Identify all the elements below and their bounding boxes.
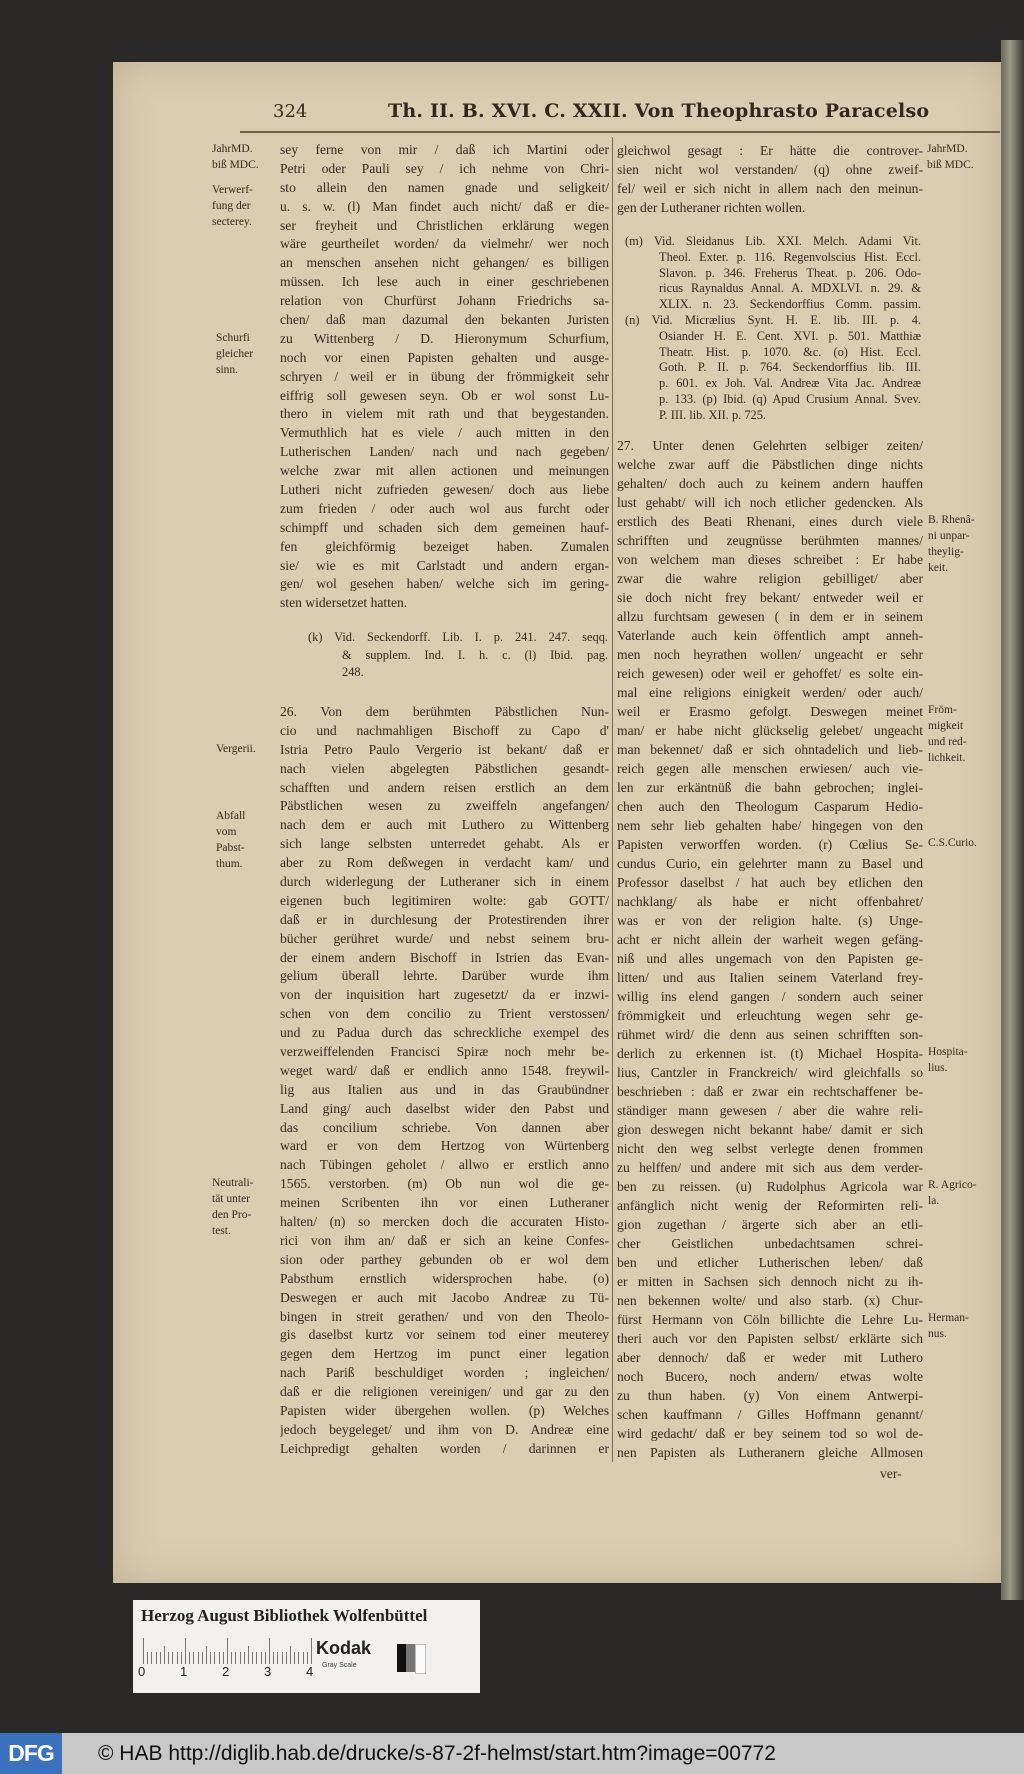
ruler-tick	[210, 1652, 211, 1664]
text-line: thero in vielem mit rath und that beygestanden.	[280, 406, 609, 422]
ruler-tick	[156, 1652, 157, 1664]
ruler-tick	[219, 1652, 220, 1664]
text-line: gion zugethan / ärgerte sich aber an etli-	[617, 1217, 923, 1232]
text-line: bücher gerühret wurde/ und nebst seinem bru-	[280, 930, 609, 946]
text-line: Verwerf-	[212, 184, 253, 196]
ruler-tick	[244, 1652, 245, 1664]
ruler-label: 4	[306, 1664, 314, 1679]
text-line: lichkeit.	[928, 752, 966, 764]
ruler-tick	[235, 1652, 236, 1664]
ruler-tick	[277, 1652, 278, 1664]
text-line: Land ging/ auch daselbst wider den Pabst und	[280, 1100, 609, 1116]
text-line: p. 601. ex Joh. Val. Andreæ Vita Jac. Andreæ	[659, 376, 921, 391]
catchword: ver-	[880, 1466, 902, 1481]
text-line: thum.	[216, 858, 243, 870]
text-line: nach Pariß beschuldiget worden ; ingleichen/	[280, 1365, 609, 1381]
ruler-tick	[202, 1652, 203, 1664]
text-line: lust gehabt/ will ich noch etlicher gedencken. Als	[617, 495, 923, 510]
text-line: frömmigkeit und erleuchtung wegen sehr ge-	[617, 1008, 923, 1023]
text-line: derlich zu erkennen ist. (t) Michael Hospita-	[617, 1046, 923, 1061]
text-line: nus.	[928, 1328, 947, 1340]
text-line: zu Wittenberg / D. Hieronymum Schurfium,	[280, 330, 609, 346]
ruler-tick	[198, 1652, 199, 1664]
text-line: wird gedacht/ daß er bey seinem tod so wol de-	[617, 1426, 923, 1441]
text-line: vom	[216, 826, 237, 838]
text-line: nicht den weg selbst verlegte denen frommen	[617, 1141, 923, 1156]
margin-note-piety	[928, 702, 967, 766]
ruler-label: 0	[138, 1664, 146, 1679]
text-line: der einem andern Bischoff in Istrien das Evan-	[280, 949, 609, 965]
text-line: XLIX. n. 23. Seckendorffius Comm. passim.	[659, 297, 921, 312]
text-line: biß MDC.	[212, 159, 259, 171]
text-line: er mitten in Sachsen sich dennoch nicht zu ih-	[617, 1274, 923, 1289]
text-line: Deswegen er auch mit Jacobo Andreæ zu Tü-	[280, 1289, 609, 1305]
text-line: reich gegen alle menschen erwiesen/ auch vie-	[617, 761, 923, 776]
dfg-logo: DFG	[0, 1733, 62, 1774]
text-line: eiffrig soll gewesen seyn. Ob er wol sonst Lu-	[280, 387, 609, 403]
text-line: wäre geurtheilet worden/ da vielmehr/ wer noch	[280, 236, 609, 252]
text-line: gehalten/ doch auch zu keinem andern hauffen	[617, 476, 923, 491]
text-line: schen kauffmann / Gilles Hoffmann genannt/	[617, 1407, 923, 1422]
text-line: zu thun haben. (y) Von einem Antwerpi-	[617, 1388, 923, 1403]
text-line: nen Papisten als Lutheranern gleiche Allmosen	[617, 1445, 923, 1460]
text-line: und zu Padua durch das schreckliche exempel des	[280, 1025, 609, 1041]
text-line: relation von Churfürst Johann Friedrichs sa-	[280, 293, 609, 309]
text-line: Herman-	[928, 1312, 969, 1324]
text-line: (k) Vid. Seckendorff. Lib. I. p. 241. 247. seqq.	[308, 630, 608, 644]
text-line: gleichwol gesagt : Er hätte die controver-	[617, 143, 923, 158]
text-line: Osiander H. E. Cent. XVI. p. 501. Matthiæ	[659, 328, 921, 343]
calibration-card	[133, 1600, 480, 1693]
text-line: das concilium schriebe. Von dannen aber	[280, 1119, 609, 1135]
text-line: 26. Von dem berühmten Päbstlichen Nun-	[280, 704, 609, 719]
text-line: R. Agrico-	[928, 1179, 977, 1191]
ruler-scale	[143, 1638, 315, 1664]
ruler-tick	[160, 1652, 161, 1664]
text-line: Päbstlichen wesen zu zweiffeln angefangen/	[280, 798, 609, 814]
text-line: nem sehr lieb gehalten habe/ hingegen von den	[617, 818, 923, 833]
text-line: halten/ (n) so mercken doch die accuraten Histo-	[280, 1214, 609, 1230]
ruler-tick	[269, 1638, 270, 1664]
text-line: sey ferne von mir / daß ich Martini oder	[280, 142, 609, 157]
text-line: keit.	[928, 562, 949, 574]
text-line: gelium überall lehrte. Darüber wurde ihm	[280, 968, 609, 984]
text-line: Theol. Exter. p. 116. Regenvolscius Hist. Eccl.	[659, 249, 921, 264]
column-divider	[612, 137, 613, 1462]
text-line: schafften und andern reisen erstlich an dem	[280, 779, 609, 795]
ruler-label: 3	[264, 1664, 272, 1679]
text-line: man/ er habe nicht glückselig gelebet/ ungeacht	[617, 723, 923, 738]
text-line: man bekennet/ daß er sich ohntadelich und lieb-	[617, 742, 923, 757]
ruler-tick	[193, 1652, 194, 1664]
text-line: C.S.Curio.	[928, 837, 977, 849]
ruler-tick	[294, 1652, 295, 1664]
footnote-k	[308, 629, 608, 682]
text-line: test.	[212, 1225, 231, 1237]
margin-note-apostasy	[216, 808, 245, 872]
ruler-tick	[282, 1652, 283, 1664]
margin-note-hermann	[928, 1310, 969, 1342]
ruler-tick	[185, 1638, 186, 1664]
text-line: Papisten wider übergehen wollen. (p) Welches	[280, 1402, 609, 1418]
text-line: sten widersetzet hatten.	[280, 595, 408, 611]
text-line: 27. Unter denen Gelehrten selbiger zeiten/	[617, 438, 923, 453]
text-line: von der inquisition hart zugesetzt/ da er inzwi-	[280, 987, 609, 1003]
text-line: willig ins elend gangen / sondern auch seiner	[617, 989, 923, 1004]
text-line: chen auch den Theologum Casparum Hedio-	[617, 799, 923, 814]
text-line: schimpff und schaden sich dem gemeinen hauf-	[280, 519, 609, 535]
text-line: cundus Curio, ein gelehrter mann zu Basel und	[617, 856, 923, 871]
text-line: reich gewesen) oder weil er gehoffet/ es solte ein-	[617, 666, 923, 681]
library-name: Herzog August Bibliothek Wolfenbüttel	[141, 1606, 428, 1625]
text-line: ser freyheit und Christlichen erklärung wegen	[280, 217, 609, 233]
text-line: nach vielen abgelegten Päbstlichen gesandt-	[280, 760, 609, 776]
ruler-tick	[172, 1652, 173, 1664]
text-line: ben und etlicher Lutherischen leben/ daß	[617, 1255, 923, 1270]
text-line: sich lange selbsten unterredet gehabt. Als er	[280, 836, 609, 852]
ruler-tick	[307, 1652, 308, 1664]
text-line: müssen. Ich lese auch in einer geschriebenen	[280, 274, 609, 290]
text-line: gegen dem Hertzog im punct einer legation	[280, 1346, 609, 1362]
text-line: p. 133. (p) Ibid. (q) Apud Crusium Annal. Svev.	[659, 391, 921, 406]
ruler-tick	[273, 1652, 274, 1664]
ruler-tick	[168, 1652, 169, 1664]
text-line: was er von der religion halte. (s) Unge-	[617, 913, 923, 928]
text-line: (n) Vid. Micrælius Synt. H. E. lib. III. p. 4.	[625, 312, 921, 327]
text-line: acht er nicht allein der warheit wegen gefäng-	[617, 932, 923, 947]
footer-bar	[0, 1733, 1024, 1774]
text-line: Vermuthlich hat es viele / auch mitten in den	[280, 425, 609, 441]
text-line: P. III. lib. XII. p. 725.	[659, 407, 767, 422]
ruler-tick	[227, 1638, 228, 1664]
text-line: ständiger mann gewesen / aber die wahre reli-	[617, 1103, 923, 1118]
white-swatch	[415, 1644, 426, 1674]
text-line: sto allein den namen gnade und seligkeit/	[280, 179, 609, 195]
text-line: weil er Erasmo gefolgt. Deswegen meinet	[617, 704, 923, 719]
ruler-tick	[248, 1646, 249, 1664]
text-line: aber dennoch/ daß er weder mit Luthero	[617, 1350, 923, 1365]
text-line: u. s. w. (l) Man findet auch nicht/ daß er die-	[280, 198, 609, 214]
text-line: gleicher	[216, 348, 254, 360]
margin-note-schurf	[216, 330, 253, 378]
margin-note-year-right	[927, 141, 974, 173]
text-line: noch Bucero, noch andern/ etwas wolte	[617, 1369, 923, 1384]
text-line: migkeit	[928, 720, 964, 732]
text-line: noch vor einen Papisten gehalten und ausge-	[280, 349, 609, 365]
text-line: tät unter	[212, 1193, 250, 1205]
ruler-tick	[164, 1646, 165, 1664]
text-line: Leichpredigt gehalten worden / darinnen er	[280, 1440, 609, 1456]
text-line: schryen / weil er in übung der frömmigkeit sehr	[280, 368, 609, 384]
text-line: JahrMD.	[927, 143, 968, 155]
text-line: fen gleichförmig bezeiget haben. Zumalen	[280, 538, 609, 554]
text-line: 1565. verstorben. (m) Ob nun wol die ge-	[280, 1176, 609, 1192]
text-line: la.	[928, 1195, 940, 1207]
text-line: JahrMD.	[212, 143, 253, 155]
ruler-tick	[256, 1652, 257, 1664]
text-line: (m) Vid. Sleidanus Lib. XXI. Melch. Adami Vit.	[625, 234, 921, 248]
text-line: cio und nachmahligen Bischoff zu Capo d'	[280, 722, 609, 738]
text-line: jedoch beygeleget/ und ihm von D. Andreæ eine	[280, 1421, 609, 1437]
ruler-tick	[240, 1652, 241, 1664]
text-line: 248.	[342, 665, 364, 679]
text-line: rici von ihm an/ daß er sich an keine Confes-	[280, 1232, 609, 1248]
text-line: mal eine religions einigkeit werden/ oder auch/	[617, 685, 923, 700]
text-line: schen von dem concilio zu Trient verstossen/	[280, 1006, 609, 1022]
text-line: lius, Cantzler in Franckreich/ wird gleichfalls so	[617, 1065, 923, 1080]
ruler-tick	[231, 1652, 232, 1664]
text-line: durch widerlegung der Lutheraner sich in einem	[280, 874, 609, 890]
text-line: allzu furchtsam gewesen ( in dem er in seinem	[617, 609, 923, 624]
ruler-label: 2	[222, 1664, 230, 1679]
text-line: an menschen ansehen nicht gehangen/ es billigen	[280, 255, 609, 271]
text-line: lig aus Italien aus und in das Graubündner	[280, 1081, 609, 1097]
text-line: fung der	[212, 200, 251, 212]
ruler-tick	[252, 1652, 253, 1664]
text-line: gen/ wol gesehen haben/ welche sich im gering-	[280, 576, 609, 592]
text-line: biß MDC.	[927, 159, 974, 171]
text-line: Istria Petro Paulo Vergerio ist bekant/ daß er	[280, 741, 609, 757]
ruler-tick	[223, 1652, 224, 1664]
ruler-tick	[206, 1646, 207, 1664]
text-line: B. Rhenâ-	[928, 514, 975, 526]
text-line: erstlich des Beati Rhenani, eines durch viele	[617, 514, 923, 529]
text-line: Lutheri nicht zufrieden gewesen/ doch aus liebe	[280, 482, 609, 498]
text-line: lius.	[928, 1062, 948, 1074]
text-line: welche zwar mit allen actionen und meinungen	[280, 463, 609, 479]
copyright-link[interactable]: © HAB http://diglib.hab.de/drucke/s-87-2f-helmst/start.htm?image=00772	[98, 1742, 776, 1765]
text-line: ricus Raynaldus Annal. A. MDXLVI. n. 29. &	[659, 281, 921, 296]
text-line: Abfall	[216, 810, 246, 822]
text-line: men noch heyrathen wollen/ ungeacht er sehr	[617, 647, 923, 662]
text-line: zu helffen/ und andere mit sich aus dem verder-	[617, 1160, 923, 1175]
text-line: aber zu Rom deßwegen in verdacht kam/ und	[280, 855, 609, 871]
text-line: sie/ wie es mit Carlstadt und andern ergan-	[280, 557, 609, 573]
header-rule	[240, 131, 1000, 133]
text-line: Theatr. Hist. p. 1070. &c. (o) Hist. Eccl.	[659, 344, 921, 359]
text-line: rühmet wird/ die denn aus seinen schrifften son-	[617, 1027, 923, 1042]
text-line: sinn.	[216, 364, 239, 376]
text-line: len zur erkäntnüß die bahn gebrochen; inglei-	[617, 780, 923, 795]
footnote-m	[625, 234, 921, 424]
ruler-tick	[311, 1638, 312, 1664]
text-line: litten/ und aus Italien seinem Vaterland frey-	[617, 970, 923, 985]
ruler-label: 1	[180, 1664, 188, 1679]
ruler-tick	[151, 1652, 152, 1664]
margin-note-year-left	[212, 141, 259, 173]
text-line: beschrieben : daß er zwar ein rechtschaffener be-	[617, 1084, 923, 1099]
text-line: Schurfi	[216, 332, 250, 344]
text-line: Fröm-	[928, 704, 957, 716]
text-line: secterey.	[212, 216, 252, 228]
text-line: ben zu reissen. (u) Rudolphus Agricola war	[617, 1179, 923, 1194]
text-line: nach dem er auch mit Luthero zu Wittenberg	[280, 817, 609, 833]
ruler-tick	[181, 1652, 182, 1664]
gray-swatch	[406, 1644, 415, 1672]
margin-note-rhenanus	[928, 512, 975, 576]
text-line: Pabst-	[216, 842, 245, 854]
text-line: von welchem man dieses schreibet : Er habe	[617, 552, 923, 567]
text-line: schrifften und zeugnüsse berühmten mannes/	[617, 533, 923, 548]
text-line: fürst Hermann von Cöln billichte die Lehre Lu-	[617, 1312, 923, 1327]
page-number: 324	[273, 101, 308, 122]
ruler-tick	[177, 1652, 178, 1664]
text-line: anfänglich nicht wenig der Reformirten reli-	[617, 1198, 923, 1213]
running-title: Th. II. B. XVI. C. XXII. Von Theophrasto Paracelso	[388, 100, 930, 122]
left-paragraph-25	[280, 141, 609, 613]
ruler-tick	[303, 1652, 304, 1664]
text-line: den Pro-	[212, 1209, 252, 1221]
text-line: gion deswegen nicht bekannt habe/ damit er sich	[617, 1122, 923, 1137]
text-line: weget ward/ daß er endlich anno 1548. freywil-	[280, 1062, 609, 1078]
ruler-tick	[214, 1652, 215, 1664]
text-line: chen/ daß man dazumal den bekanten Juristen	[280, 312, 609, 328]
text-line: welche zwar auff die Päbstlichen dinge nichts	[617, 457, 923, 472]
text-line: theri auch vor den Papisten selbst/ erklärte sich	[617, 1331, 923, 1346]
text-line: Pabsthum ernstlich widersprochen habe. (o)	[280, 1270, 609, 1286]
black-swatch	[397, 1644, 406, 1672]
paragraph-26	[280, 703, 609, 1459]
text-line: cher Geistlichen unbedachtsamen schrei-	[617, 1236, 923, 1251]
text-line: Hospita-	[928, 1046, 968, 1058]
text-line: Neutrali-	[212, 1177, 254, 1189]
text-line: Lutherischen Landen/ nach und nach gegeben/	[280, 444, 609, 460]
margin-note-curio	[928, 835, 977, 851]
text-line: fel/ weil er sich nicht in allem nach den meinun-	[617, 181, 923, 196]
text-line: sien nicht wol verstanden/ (q) ohne zweif-	[617, 162, 923, 177]
text-line: Goth. P. II. p. 764. Seckendorffius lib. III.	[659, 360, 921, 375]
text-line: nen bekennen wolte/ und also starb. (x) Chur-	[617, 1293, 923, 1308]
text-line: nach Tübingen geholet / allwo er erstlich anno	[280, 1157, 609, 1173]
margin-note-hospitalius	[928, 1044, 968, 1076]
text-line: theylig-	[928, 546, 964, 558]
ruler-tick	[143, 1638, 144, 1664]
ruler-tick	[290, 1646, 291, 1664]
text-line: verzweiffelenden Francisci Spiræ noch mehr be-	[280, 1044, 609, 1060]
text-line: nachklang/ als habe er nicht offenbahret/	[617, 894, 923, 909]
text-line: daß er die religionen vereinigen/ und gar zu den	[280, 1384, 609, 1400]
ruler-tick	[147, 1652, 148, 1664]
text-line: Petri oder Pauli sey / ich nehme von Chri-	[280, 160, 609, 176]
text-line: sie doch nicht frey bekant/ entweder weil er	[617, 590, 923, 605]
margin-note-agricola	[928, 1177, 977, 1209]
paragraph-27	[617, 436, 923, 1462]
text-line: Vaterlande auch kein öffentlich ampt anneh-	[617, 628, 923, 643]
text-line: Vergerii.	[216, 743, 256, 755]
text-line: zum frieden / oder auch wol aus furcht oder	[280, 500, 609, 516]
right-paragraph-continued	[617, 141, 923, 217]
text-line: und red-	[928, 736, 967, 748]
text-line: Slavon. p. 346. Freherus Theat. p. 206. Odo-	[659, 265, 921, 280]
text-line: ward er von dem Hertzog von Würtenberg	[280, 1138, 609, 1154]
ruler-tick	[265, 1652, 266, 1664]
text-line: zwar die wahre religion gebilliget/ aber	[617, 571, 923, 586]
text-line: ni unpar-	[928, 530, 970, 542]
next-page-edge	[1001, 40, 1024, 1600]
text-line: eigenen buch legitimiren wolte: gab GOTT/	[280, 892, 609, 908]
ruler-tick	[286, 1652, 287, 1664]
margin-note-sects	[212, 182, 253, 230]
gray-scale-label: Gray Scale	[322, 1662, 357, 1669]
ruler-tick	[261, 1652, 262, 1664]
text-line: sion oder parthey gebunden ob er wol dem	[280, 1251, 609, 1267]
text-line: & supplem. Ind. I. h. c. (l) Ibid. pag.	[342, 647, 608, 662]
ruler-tick	[189, 1652, 190, 1664]
ruler-tick	[298, 1652, 299, 1664]
margin-note-neutrality	[212, 1175, 254, 1239]
text-line: Professor daselbst / hat auch bey etlichen den	[617, 875, 923, 890]
text-line: gen der Lutheraner richten wollen.	[617, 200, 806, 215]
text-line: bingen in streit gerathen/ und von den Theolo-	[280, 1308, 609, 1324]
text-line: daß er in durchlesung der Protestirenden ihrer	[280, 911, 609, 927]
kodak-logo: Kodak	[316, 1638, 372, 1658]
margin-note-vergerius	[216, 741, 256, 757]
text-line: niß und alles ungemach von den Papisten ge-	[617, 951, 923, 966]
text-line: gis daselbst kurtz vor seinem tod einer meuterey	[280, 1327, 609, 1343]
text-line: meinen Scribenten ihn vor einen Lutheraner	[280, 1195, 609, 1211]
text-line: Papisten verworffen worden. (r) Cœlius Se-	[617, 837, 923, 852]
